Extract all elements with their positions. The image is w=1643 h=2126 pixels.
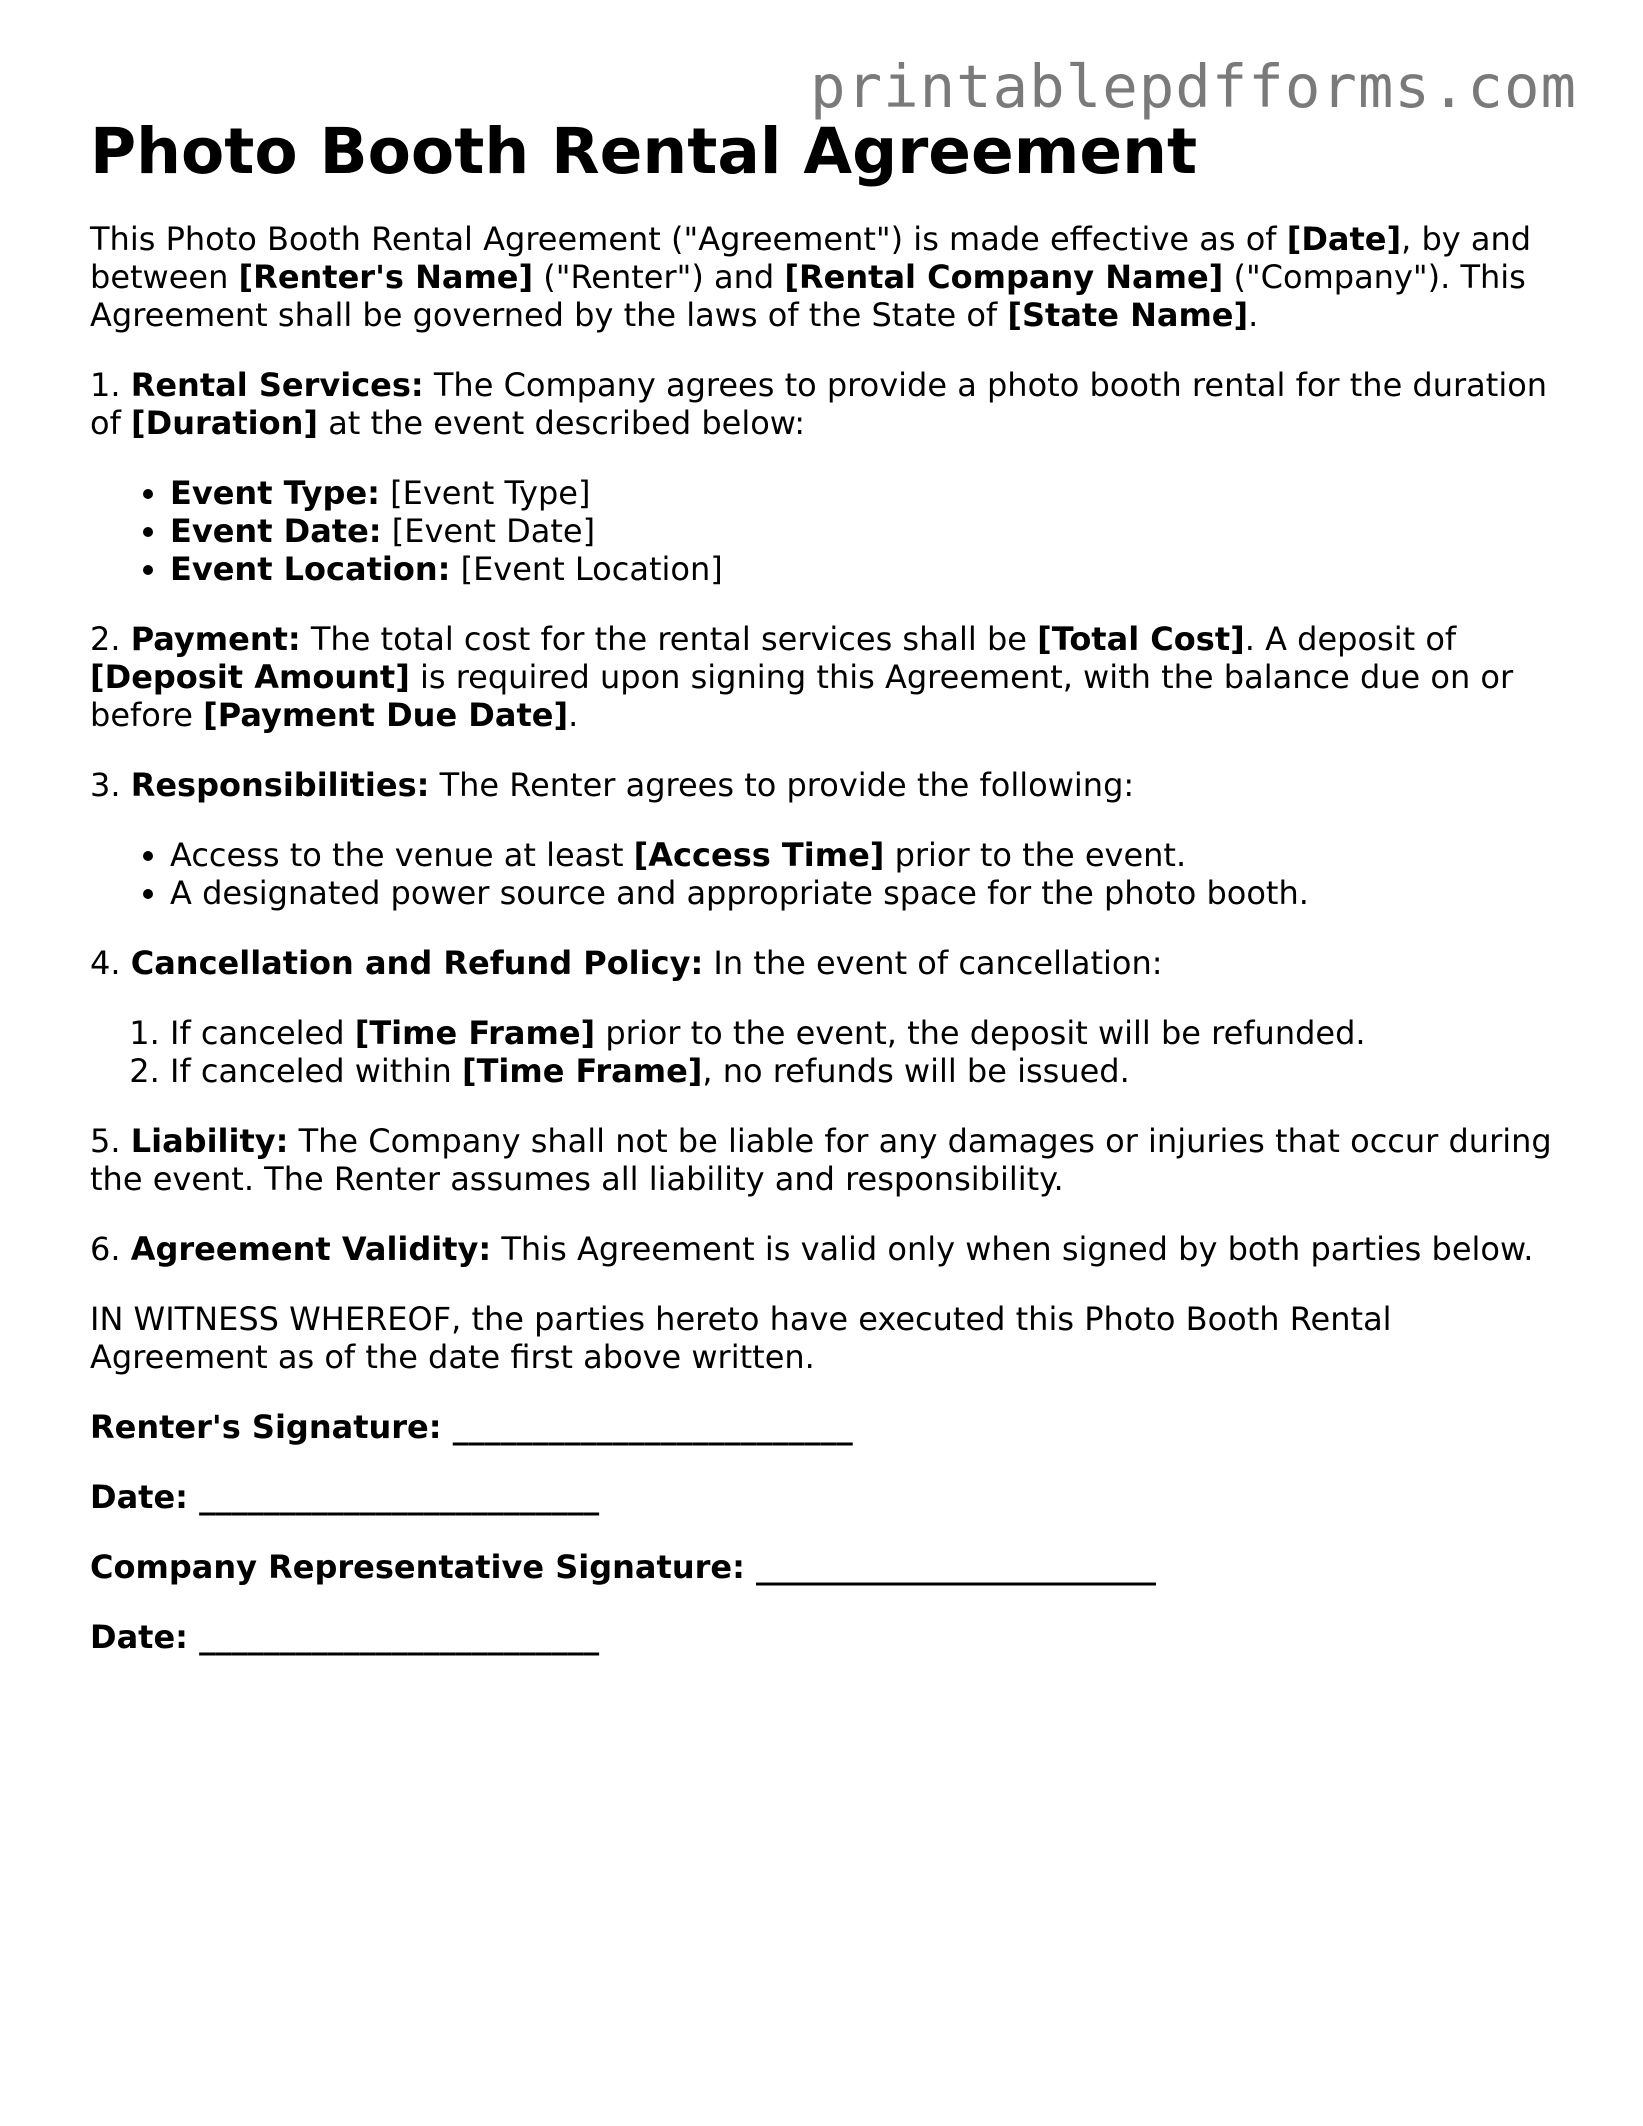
page-title: Photo Booth Rental Agreement xyxy=(90,115,1198,188)
section-heading: Responsibilities: xyxy=(130,766,430,804)
company-name-placeholder: [Rental Company Name] xyxy=(784,258,1224,296)
section-heading: Liability: xyxy=(130,1122,289,1160)
renter-signature-line[interactable]: Renter's Signature: _________________________ xyxy=(90,1408,853,1446)
date-placeholder: [Date] xyxy=(1286,220,1402,258)
section-heading: Rental Services: xyxy=(130,366,424,404)
renter-name-placeholder: [Renter's Name] xyxy=(238,258,534,296)
list-item: • Event Location: [Event Location] xyxy=(170,550,1570,588)
section-heading: Cancellation and Refund Policy: xyxy=(130,944,704,982)
section-responsibilities: 3. Responsibilities: The Renter agrees to provide the following: xyxy=(90,766,1135,804)
section-rental-services: 1. Rental Services: The Company agrees to provide a photo booth rental for the duration of [Duration] at the event described below: xyxy=(90,366,1548,442)
company-date-line[interactable]: Date: _________________________ xyxy=(90,1618,600,1656)
section-liability: 5. Liability: The Company shall not be liable for any damages or injuries that occur during the event. The Renter assumes all liability and responsibility. xyxy=(90,1122,1552,1198)
renter-date-line[interactable]: Date: _________________________ xyxy=(90,1478,600,1516)
list-item: • Event Type: [Event Type] xyxy=(170,474,1570,512)
section-payment: 2. Payment: The total cost for the rental services shall be [Total Cost]. A deposit of [Deposit Amount] is required upon signing this Agreement, with the balance due on or before [Payment Due Date]. xyxy=(90,620,1514,734)
state-placeholder: [State Name] xyxy=(1007,296,1249,334)
section-heading: Payment: xyxy=(130,620,301,658)
responsibilities-list xyxy=(90,836,1570,912)
list-item: • Event Date: [Event Date] xyxy=(170,512,1570,550)
due-date-placeholder: [Payment Due Date] xyxy=(203,696,569,734)
section-cancellation: 4. Cancellation and Refund Policy: In the event of cancellation: xyxy=(90,944,1163,982)
total-cost-placeholder: [Total Cost] xyxy=(1037,620,1245,658)
list-item: • A designated power source and appropriate space for the photo booth. xyxy=(170,874,1570,912)
list-item: 1. If canceled [Time Frame] prior to the event, the deposit will be refunded. xyxy=(170,1014,1570,1052)
section-heading: Agreement Validity: xyxy=(130,1230,492,1268)
company-signature-line[interactable]: Company Representative Signature: _________________________ xyxy=(90,1548,1157,1586)
event-details-list xyxy=(90,474,1570,588)
document-body xyxy=(90,112,1570,1688)
list-item: • Access to the venue at least [Access Time] prior to the event. xyxy=(170,836,1570,874)
list-item: 2. If canceled within [Time Frame], no refunds will be issued. xyxy=(170,1052,1570,1090)
cancellation-list xyxy=(90,1014,1570,1090)
section-validity: 6. Agreement Validity: This Agreement is valid only when signed by both parties below. xyxy=(90,1230,1534,1268)
watermark: printablepdfforms.com xyxy=(810,52,1577,121)
duration-placeholder: [Duration] xyxy=(131,404,319,442)
witness-paragraph: IN WITNESS WHEREOF, the parties hereto have executed this Photo Booth Rental Agreement as of the date first above written. xyxy=(90,1300,1392,1376)
intro-paragraph: This Photo Booth Rental Agreement ("Agreement") is made effective as of [Date], by and between [Renter's Name] ("Renter") and [Rental Company Name] ("Company"). This Agreement shall be governed by the laws of the State of [State Name]. xyxy=(90,220,1532,334)
deposit-placeholder: [Deposit Amount] xyxy=(90,658,410,696)
